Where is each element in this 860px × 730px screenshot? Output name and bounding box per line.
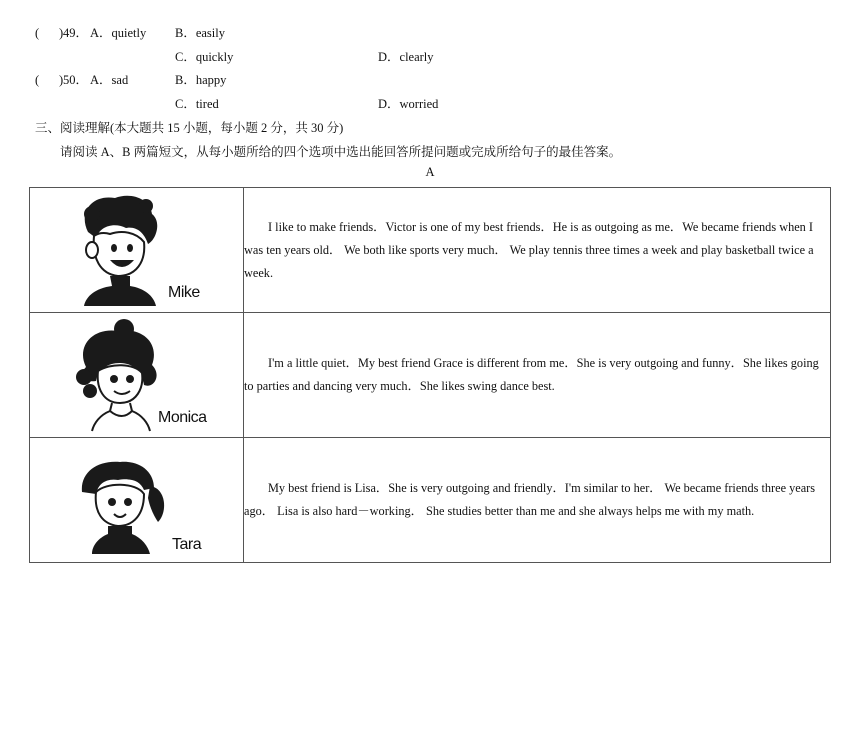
- boy-portrait-icon: [70, 192, 170, 308]
- student-name: Tara: [172, 536, 202, 553]
- girl-portrait-icon: [70, 317, 170, 433]
- option-b: B．happy: [175, 73, 227, 87]
- passage-paragraph: My best friend is Lisa．She is very outgoing and friendly．I'm similar to her． We became friends three years ago． Lisa is also hard－working． She studies better than me and she always helps me with my math.: [244, 481, 816, 518]
- girl-ponytail-portrait-icon: [70, 442, 170, 558]
- option-d: D．clearly: [378, 50, 434, 64]
- passage-paragraph: I like to make friends．Victor is one of my best friends．He is as outgoing as me．We became friends when I was ten years old． We both like sports very much． We play tennis three times a week and play basketball twice a week.: [244, 219, 814, 280]
- option-c: C．tired: [175, 97, 219, 111]
- reading-table: [29, 187, 831, 563]
- passage-text-cell: [244, 188, 831, 313]
- question-49-cd: [0, 48, 860, 66]
- passage-label: A: [425, 165, 435, 179]
- portrait-cell: [30, 438, 244, 563]
- question-50-cd: [0, 95, 860, 113]
- passage-paragraph: I'm a little quiet．My best friend Grace is different from me．She is very outgoing and funny．She likes going to parties and dancing very much．She likes swing dance best.: [244, 356, 819, 393]
- option-b: B．easily: [175, 26, 225, 40]
- answer-bracket-close: ): [59, 26, 64, 40]
- option-a: A．quietly: [90, 26, 147, 40]
- passage-text-cell: [244, 438, 831, 563]
- student-name: Mike: [168, 284, 200, 301]
- table-row: [30, 313, 831, 438]
- table-row: [30, 188, 831, 313]
- answer-bracket-open: (: [35, 26, 40, 40]
- answer-bracket-close: ): [59, 73, 64, 87]
- option-c: C．quickly: [175, 50, 234, 64]
- answer-bracket-open: (: [35, 73, 40, 87]
- option-d: D．worried: [378, 97, 439, 111]
- portrait-cell: [30, 313, 244, 438]
- section-instruction: 请阅读 A、B 两篇短文，从每小题所给的四个选项中选出能回答所提问题或完成所给句子的最佳答案。: [60, 145, 622, 159]
- portrait-cell: [30, 188, 244, 313]
- table-row: [30, 438, 831, 563]
- student-name: Monica: [158, 409, 207, 426]
- question-number: 49．: [63, 26, 89, 40]
- passage-text-cell: [244, 313, 831, 438]
- question-number: 50．: [63, 73, 89, 87]
- option-a: A．sad: [90, 73, 129, 87]
- question-49: [0, 24, 860, 42]
- question-50: [0, 71, 860, 89]
- section-title: 三、阅读理解(本大题共 15 小题，每小题 2 分，共 30 分): [35, 121, 344, 135]
